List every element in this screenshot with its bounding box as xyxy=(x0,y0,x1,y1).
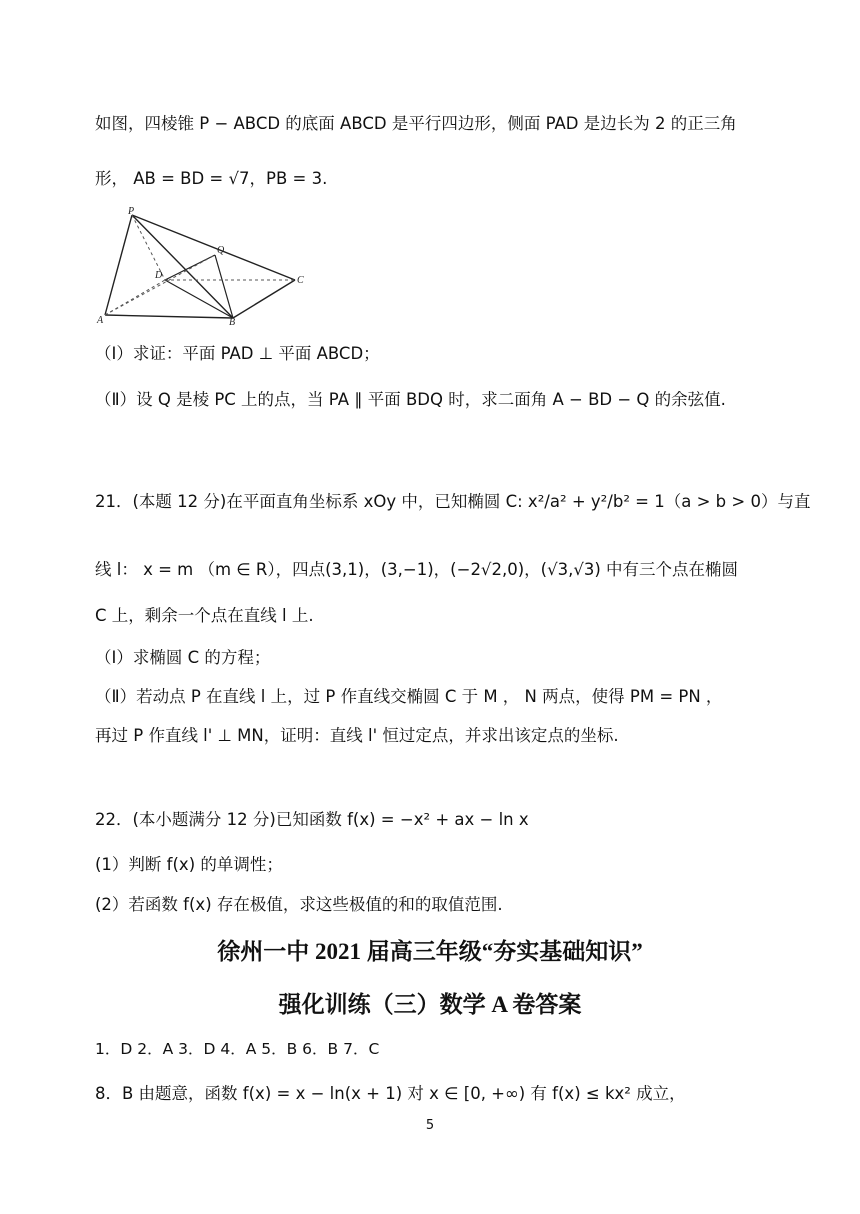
pyramid-figure xyxy=(95,205,310,325)
label-q: Q xyxy=(217,245,225,256)
problem21-line3: C 上，剩余一个点在直线 l 上. xyxy=(95,606,314,625)
problem20-line2: 形， AB = BD = √7，PB = 3. xyxy=(95,169,328,188)
problem21-line2: 线 l： x = m （m ∈ R），四点(3,1)，(3,−1)，(−2√2,0)，(√3,√3) 中有三个点在椭圆 xyxy=(95,560,739,579)
problem22-line1: 22．(本小题满分 12 分)已知函数 f(x) = −x² + ax − ln x xyxy=(95,810,529,829)
label-d: D xyxy=(155,270,163,281)
label-b: B xyxy=(229,317,236,325)
answer-choices: 1．D 2．A 3．D 4．A 5．B 6．B 7．C xyxy=(95,1040,380,1058)
problem20-line1: 如图，四棱锥 P − ABCD 的底面 ABCD 是平行四边形，侧面 PAD 是边长为 2 的正三角 xyxy=(95,114,737,133)
problem21-part2-line1: （Ⅱ）若动点 P 在直线 l 上，过 P 作直线交椭圆 C 于 M ， N 两点，使得 PM = PN ， xyxy=(95,687,723,706)
problem21-part1: （Ⅰ）求椭圆 C 的方程； xyxy=(95,648,271,667)
problem21-line1: 21．(本题 12 分)在平面直角坐标系 xOy 中，已知椭圆 C: x²/a² + y²/b² = 1（a > b > 0）与直 xyxy=(95,492,811,511)
problem21-part2-line2: 再过 P 作直线 l' ⊥ MN，证明：直线 l' 恒过定点，并求出该定点的坐标. xyxy=(95,726,619,745)
label-c: C xyxy=(297,275,304,286)
answer-item-8: 8．B 由题意，函数 f(x) = x − ln(x + 1) 对 x ∈ [0, +∞) 有 f(x) ≤ kx² 成立， xyxy=(95,1084,686,1103)
problem20-part1: （Ⅰ）求证：平面 PAD ⊥ 平面 ABCD； xyxy=(95,344,380,363)
problem22-part2: (2）若函数 f(x) 存在极值，求这些极值的和的取值范围. xyxy=(95,895,503,914)
page-number: 5 xyxy=(425,1118,435,1133)
label-p: P xyxy=(128,206,135,217)
answer-title-2: 强化训练（三）数学 A 卷答案 xyxy=(278,992,582,1017)
label-a: A xyxy=(97,315,104,325)
answer-title-1: 徐州一中 2021 届高三年级“夯实基础知识” xyxy=(217,939,643,964)
problem20-part2: （Ⅱ）设 Q 是棱 PC 上的点，当 PA ∥ 平面 BDQ 时，求二面角 A − BD − Q 的余弦值. xyxy=(95,390,726,409)
problem22-part1: (1）判断 f(x) 的单调性； xyxy=(95,855,283,874)
